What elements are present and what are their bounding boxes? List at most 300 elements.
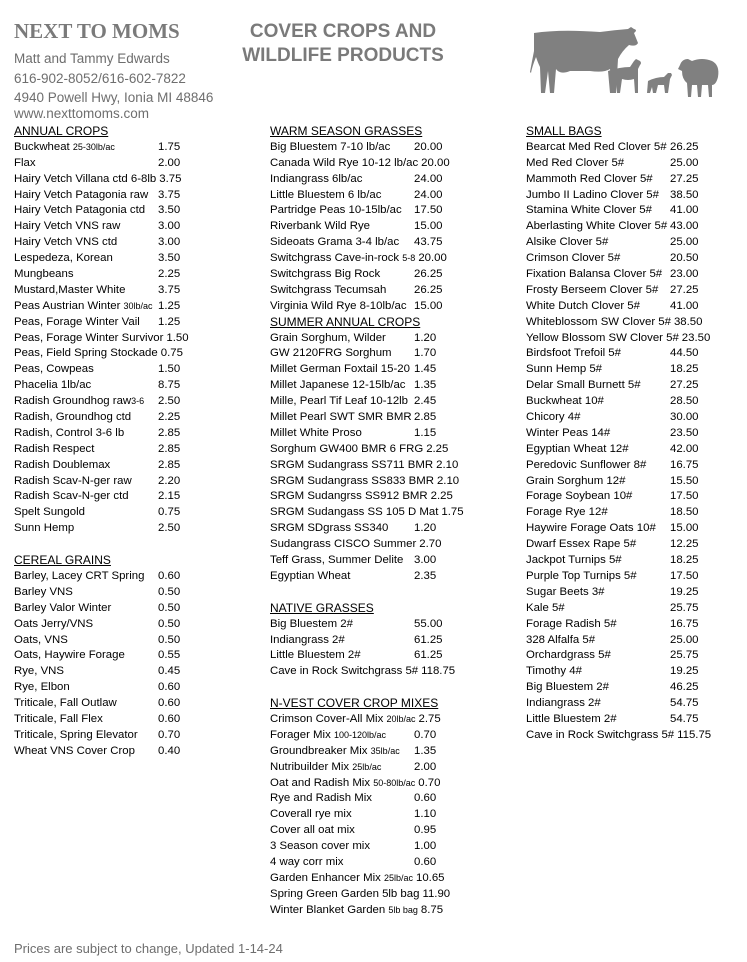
product-name-text: Phacelia 1lb/ac [14,379,92,392]
product-name-text: Jackpot Turnips 5# [526,554,622,567]
price-row [526,474,699,490]
price-row [270,537,442,553]
product-price: 30.00 [670,411,699,424]
price-row [14,299,181,315]
product-name-text: Millet Japanese 12-15lb/ac [270,379,406,392]
product-price: 43.00 [670,220,699,233]
product-price: 0.70 [414,728,437,741]
product-price: 2.50 [158,395,181,408]
product-price: 18.25 [670,554,699,567]
price-row [14,378,181,394]
price-row [14,394,181,410]
product-name [270,410,412,426]
product-name [526,235,608,251]
product-name-text: GW 2120FRG Sorghum [270,347,392,360]
product-name-text: Millet White Proso [270,426,362,439]
price-row [526,394,699,410]
price-row [526,569,699,585]
product-price: 55.00 [414,617,443,630]
product-name [270,569,350,585]
price-row [526,696,699,712]
price-row [526,664,699,680]
price-row [14,617,181,633]
price-row [270,188,443,204]
product-name [270,172,362,188]
product-price: 19.25 [670,665,699,678]
product-name-text: Little Bluestem 2# [526,712,617,725]
product-name-text: Indiangrass 2# [270,633,345,646]
product-name-text: Switchgrass Big Rock [270,268,381,281]
product-name-text: Mille, Pearl Tif Leaf 10-12lb [270,395,409,408]
product-name-text: Purple Top Turnips 5# [526,569,637,582]
product-name [14,378,91,394]
price-row [14,251,181,267]
section-heading: NATIVE GRASSES [270,600,374,615]
product-price: 25.75 [670,649,699,662]
price-row [14,712,181,728]
product-name [270,362,410,378]
product-name-text: SRGM Sudangrass SS833 BMR [270,474,434,487]
product-price: 2.45 [414,395,437,408]
product-name-text: Peas, Forage Winter Vail [14,315,140,328]
product-name [270,521,388,537]
price-row [526,283,699,299]
footer-note: Prices are subject to change, Updated 1-14-24 [14,941,283,956]
product-price: 17.50 [414,204,443,217]
price-row [526,251,699,267]
price-row [270,728,438,744]
product-name-text: Forage Radish 5# [526,617,617,630]
product-name [14,696,117,712]
product-rate-note: 35lb/ac [370,745,400,756]
product-name [270,839,370,855]
price-row [526,410,699,426]
product-price: 2.10 [436,474,460,487]
product-name [526,458,646,474]
product-price: 0.50 [158,585,181,598]
page-title [232,20,454,68]
product-name [14,458,110,474]
price-row [526,426,699,442]
price-row [14,648,181,664]
product-name [526,378,641,394]
price-row [526,633,699,649]
price-row [526,680,699,696]
price-row [526,331,711,347]
product-name-text: Barley Valor Winter [14,601,112,614]
product-name-text: Sorghum GW400 BMR 6 FRG [270,442,424,455]
product-name [14,299,153,315]
product-rate-note: 25lb/ac [383,872,413,883]
price-column-middle [270,124,464,919]
product-name [526,394,604,410]
product-price: 38.50 [670,188,699,201]
product-price: 1.25 [158,315,181,328]
farm-animals-silhouette-icon [530,27,720,101]
product-price: 2.35 [414,569,437,582]
product-price: 8.75 [420,903,444,916]
price-row [270,871,445,887]
product-name [14,346,158,362]
product-name-text: Virginia Wild Rye 8-10lb/ac [270,299,407,312]
product-price: 61.25 [414,633,443,646]
product-price: 115.75 [677,728,712,741]
product-name [526,410,580,426]
product-name-text: Switchgrass Cave-in-rock [270,252,403,265]
product-name-text: 3 Season cover mix [270,840,371,853]
price-row [270,251,447,267]
product-name [14,585,73,601]
product-name-text: White Dutch Clover 5# [526,299,640,312]
title-line-1: COVER CROPS AND [249,21,437,42]
product-name-text: Birdsfoot Trefoil 5# [526,347,621,360]
product-name-text: Rye and Radish Mix [270,792,372,805]
price-row [14,235,181,251]
product-name-text: Fixation Balansa Clover 5# [526,268,663,281]
product-rate-note: 25lb/ac [352,761,382,772]
product-name-text: Big Bluestem 7-10 lb/ac [270,140,391,153]
product-price: 0.60 [414,855,437,868]
product-name-text: Coverall rye mix [270,808,352,821]
product-name [270,346,392,362]
product-price: 43.75 [414,236,443,249]
product-name [526,156,624,172]
section-heading: SUMMER ANNUAL CROPS [270,314,421,329]
price-row [270,855,438,871]
product-price: 1.35 [414,744,437,757]
price-row [14,505,181,521]
section-heading: WARM SEASON GRASSES [270,124,423,138]
product-name-text: Radish Doublemax [14,458,111,471]
product-name [14,156,36,172]
product-name [270,648,361,664]
price-row [270,569,438,585]
product-name-text: Bearcat Med Red Clover 5# [526,140,667,153]
product-name [14,489,129,505]
product-name [270,712,415,728]
product-name-text: Big Bluestem 2# [526,681,609,694]
product-price: 2.00 [414,760,437,773]
product-name-text: Frosty Berseem Clover 5# [526,283,659,296]
product-name-text: Millet German Foxtail 15-20 [270,363,410,376]
website-link[interactable]: www.nexttomoms.com [14,106,150,121]
product-name [526,219,667,235]
product-name-text: Peredovic Sunflower 8# [526,458,647,471]
product-name [526,585,605,601]
product-name-text: Winter Peas 14# [526,426,611,439]
product-name-text: Nutribuilder Mix [270,760,353,773]
product-name-text: Forager Mix [270,728,334,741]
product-name [526,474,625,490]
product-price: 3.50 [158,252,181,265]
price-row [270,299,443,315]
product-rate-note: 25-30lb/ac [72,141,115,152]
price-row [270,760,438,776]
price-row [270,267,443,283]
product-name-text: Haywire Forage Oats 10# [526,522,656,535]
product-name-text: Switchgrass Tecumsah [270,283,387,296]
price-row [14,474,181,490]
product-name-text: Orchardgrass 5# [526,649,611,662]
price-row [14,601,181,617]
product-price: 0.60 [158,569,181,582]
price-row [270,410,438,426]
product-price: 2.85 [158,426,181,439]
product-name-text: Hairy Vetch Villana ctd 6-8lb [14,172,157,185]
product-name-text: Crimson Clover 5# [526,252,621,265]
product-name-text: Kale 5# [526,601,565,614]
product-name-text: Egyptian Wheat [270,569,351,582]
product-name [14,283,125,299]
product-price: 0.60 [158,697,181,710]
product-name [526,299,640,315]
price-column-right [526,124,712,744]
section-heading: N-VEST COVER CROP MIXES [270,696,439,711]
product-name-text: Spelt Sungold [14,506,85,519]
product-name [270,474,434,490]
price-row [526,362,699,378]
product-name-text: Grain Sorghum, Wilder [270,331,386,344]
product-price: 0.55 [158,649,181,662]
product-price: 27.25 [670,379,699,392]
product-price: 0.60 [158,712,181,725]
product-price: 2.85 [158,442,181,455]
product-name [526,728,674,744]
product-name [14,680,70,696]
product-name-text: Riverbank Wild Rye [270,220,371,233]
price-row [14,203,181,219]
price-row [526,315,703,331]
product-name-text: Sunn Hemp 5# [526,363,602,376]
product-price: 1.50 [158,363,181,376]
price-row [526,648,699,664]
product-rate-note: 5-8 [402,253,416,264]
product-price: 3.75 [158,283,181,296]
price-row [270,807,438,823]
product-name-text: Peas Austrian Winter [14,299,124,312]
product-name-text: Hairy Vetch Patagonia raw [14,188,149,201]
product-name-text: Oats, Haywire Forage [14,649,125,662]
price-row [270,776,441,792]
product-price: 11.90 [422,887,451,900]
product-name [270,378,406,394]
product-price: 3.00 [158,220,181,233]
product-name [270,760,381,776]
product-name [270,219,370,235]
product-name-text: Sideoats Grama 3-4 lb/ac [270,236,400,249]
price-row [526,585,699,601]
product-name-text: Buckwheat 10# [526,395,604,408]
price-row [14,283,181,299]
product-name [14,251,113,267]
product-price: 1.00 [414,840,437,853]
price-row [270,362,438,378]
product-price: 1.50 [166,331,189,344]
price-row [526,617,699,633]
product-name [14,633,68,649]
product-price: 2.25 [430,490,453,503]
price-row [14,633,181,649]
product-price: 0.50 [158,601,181,614]
product-name-text: Radish Groundhog raw [14,395,132,408]
product-name-text: Forage Soybean 10# [526,490,633,503]
product-name [526,442,629,458]
price-row [270,887,451,903]
product-name [526,251,620,267]
product-name [270,283,386,299]
product-name [14,744,135,760]
product-name [14,219,120,235]
product-name [270,744,400,760]
product-name [270,489,428,505]
product-name [526,601,565,617]
product-name-text: Chicory 4# [526,411,581,424]
product-rate-note: 50-80lb/ac [373,777,416,788]
product-name-text: Millet Pearl SWT SMR BMR [270,411,412,424]
product-price: 27.25 [670,172,699,185]
product-price: 1.75 [441,506,464,519]
product-price: 23.00 [670,268,699,281]
price-row [526,521,699,537]
product-price: 44.50 [670,347,699,360]
product-name [526,696,601,712]
product-name [14,442,94,458]
price-row [14,188,181,204]
product-price: 2.10 [436,458,459,471]
product-name [526,505,608,521]
product-name [14,331,163,347]
product-name-text: Oat and Radish Mix [270,776,374,789]
price-row [526,219,699,235]
product-name [270,203,402,219]
product-name-text: Delar Small Burnett 5# [526,379,641,392]
product-name-text: Radish Scav-N-ger ctd [14,490,129,503]
product-price: 0.60 [158,681,181,694]
product-price: 2.25 [158,268,181,281]
price-row [14,346,183,362]
product-name [270,156,418,172]
price-row [526,299,699,315]
product-name [526,617,617,633]
product-name-text: Mungbeans [14,268,74,281]
product-name-text: Groundbreaker Mix [270,744,371,757]
brand-name: NEXT TO MOMS [14,19,180,43]
product-price: 26.25 [414,283,443,296]
product-name [14,235,117,251]
product-price: 54.75 [670,712,699,725]
product-name [14,203,145,219]
product-name [526,172,653,188]
price-row [270,203,443,219]
product-price: 24.00 [414,172,443,185]
product-name [270,235,399,251]
price-row [14,426,181,442]
price-row [270,331,438,347]
price-row [270,744,438,760]
owners: Matt and Tammy Edwards [14,51,170,66]
product-price: 2.15 [158,490,181,503]
product-price: 2.50 [158,522,181,535]
product-price: 8.75 [158,379,181,392]
product-name [526,633,595,649]
product-name [14,505,85,521]
product-name-text: SRGM SDgrass SS340 [270,522,389,535]
product-name [270,267,380,283]
price-row [14,362,181,378]
product-price: 1.75 [158,140,181,153]
product-name [526,426,610,442]
product-name-text: Triticale, Fall Outlaw [14,697,117,710]
product-name-text: Grain Sorghum 12# [526,474,626,487]
product-name [14,362,94,378]
product-price: 25.00 [670,156,699,169]
price-row [14,728,181,744]
price-row [526,505,699,521]
product-rate-note: 5lb bag [388,904,418,915]
price-row [270,489,453,505]
product-name [270,426,362,442]
product-name-text: Sunn Hemp [14,522,75,535]
product-name [270,140,390,156]
price-row [526,537,699,553]
product-name [14,426,124,442]
product-name-text: Med Red Clover 5# [526,156,625,169]
price-row [270,140,443,156]
product-name-text: Buckwheat [14,140,73,153]
product-price: 15.50 [670,474,699,487]
product-name [526,283,658,299]
product-price: 2.20 [158,474,181,487]
product-price: 2.25 [158,411,181,424]
product-name-text: Canada Wild Rye 10-12 lb/ac [270,156,419,169]
product-name [270,633,345,649]
product-name-text: Triticale, Spring Elevator [14,728,138,741]
product-price: 3.50 [158,204,181,217]
product-name [270,871,413,887]
product-name-text: Oats Jerry/VNS [14,617,94,630]
product-name [14,712,103,728]
address: 4940 Powell Hwy, Ionia MI 48846 [14,90,214,105]
product-name [526,553,622,569]
product-name-text: Aberlasting White Clover 5# [526,220,668,233]
product-price: 1.10 [414,808,437,821]
price-row [526,203,699,219]
product-price: 3.75 [158,188,181,201]
product-price: 25.00 [670,236,699,249]
price-row [270,553,438,569]
product-name [526,680,609,696]
product-name [270,903,418,919]
product-name [270,791,372,807]
product-price: 28.50 [670,395,699,408]
product-price: 41.00 [670,299,699,312]
price-row [14,267,181,283]
product-name-text: SRGM Sudangrss SS912 BMR [270,490,428,503]
price-row [526,553,699,569]
price-row [14,442,181,458]
product-name [14,648,125,664]
price-row [526,346,699,362]
product-name [14,394,144,410]
product-name-text: Big Bluestem 2# [270,617,353,630]
product-price: 2.25 [426,442,449,455]
product-name [270,458,433,474]
product-price: 16.75 [670,458,699,471]
product-name [14,410,131,426]
product-name-text: Alsike Clover 5# [526,236,609,249]
product-name-text: Whiteblossom SW Clover 5# [526,315,671,328]
product-name-text: Flax [14,156,36,169]
